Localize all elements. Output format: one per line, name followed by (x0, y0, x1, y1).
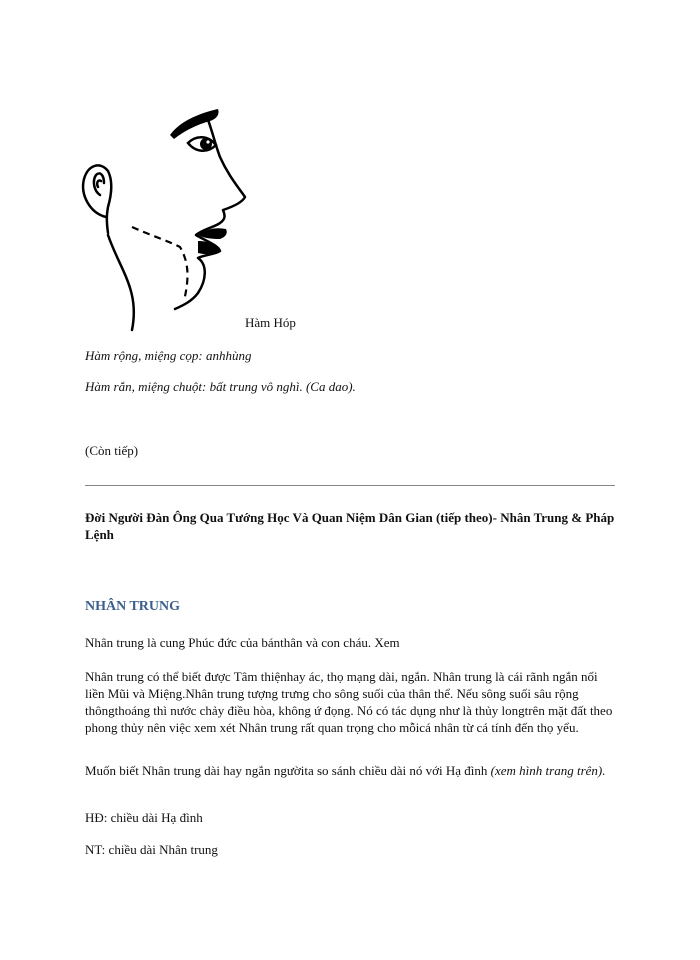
paragraph-3-reference: (xem hình trang trên). (490, 763, 606, 778)
continued-note: (Còn tiếp) (85, 443, 139, 458)
article-title: Đời Người Đàn Ông Qua Tướng Học Và Quan Niệm Dân Gian (tiếp theo)- Nhân Trung & Pháp Lệnh (85, 510, 615, 542)
proverb-line-2: Hàm rắn, miệng chuột: bất trung vô nghì. (Ca dao). (85, 379, 356, 394)
eyebrow (170, 109, 219, 139)
paragraph-4: HĐ: chiều dài Hạ đình (85, 810, 203, 825)
paragraph-3-text: Muốn biết Nhân trung dài hay ngắn ngườita so sánh chiều dài nó với Hạ đình (85, 763, 491, 778)
face-profile-illustration (70, 95, 270, 335)
proverb-line-1: Hàm rộng, miệng cọp: anhhùng (85, 348, 252, 363)
section-heading: NHÂN TRUNG (85, 599, 181, 614)
paragraph-3 (85, 762, 620, 779)
horizontal-divider (85, 485, 615, 486)
paragraph-5: NT: chiều dài Nhân trung (85, 842, 218, 857)
paragraph-1: Nhân trung là cung Phúc đức của bánthân và con cháu. Xem (85, 635, 400, 650)
figure-caption: Hàm Hóp (245, 315, 296, 330)
paragraph-2: Nhân trung có thể biết được Tâm thiệnhay ác, thọ mạng dài, ngắn. Nhân trung là cái rãnh ngắn nối liền Mũi và Miệng.Nhân trung tượng trưng cho sông suối của thân thể. Nếu sông suối sâu rộng thôngthoáng thì nước chảy điều hòa, không ứ đọng. Nó có tác dụng như là thủy longtrên mặt đất theo phong thủy nên việc xem xét Nhân trung rất quan trọng cho mỗicá nhân từ cá tính đến thọ yểu. (85, 669, 613, 735)
